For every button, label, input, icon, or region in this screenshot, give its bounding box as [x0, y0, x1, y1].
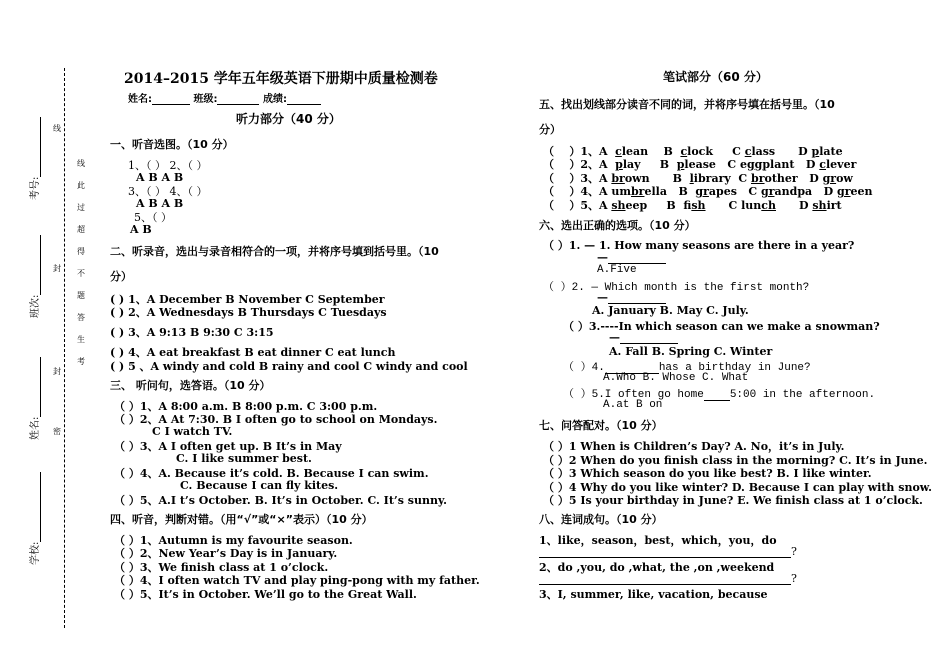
s3-item: （ ）2、A At 7:30. B I often go to school on Mondays. [114, 413, 438, 426]
s7-item: （ ）3 Which season do you like best? B. I like winter. [543, 467, 872, 480]
s2-item: ( ) 1、A December B November C September [110, 293, 385, 306]
binding-warning-char: 不 [77, 269, 85, 278]
school-label: 学校: [26, 472, 41, 565]
item-text: irt [826, 199, 842, 212]
s3-item: （ ）4、A. Because it’s cold. B. Because I can swim. [114, 467, 429, 480]
name-label: 姓名: [26, 357, 41, 440]
item-text: ella B [644, 185, 696, 198]
s6-question-4: （ ）4. has a birthday in June? [563, 362, 811, 374]
section6-title: 六、选出正确的选项。（10 分） [539, 219, 696, 232]
binding-dashed-line [64, 68, 65, 628]
underlined-letters: p [615, 158, 623, 171]
s2-item: ( ) 2、A Wednesdays B Thursdays C Tuesdays [110, 306, 387, 319]
s7-item: （ ）2 When do you finish class in the morning? C. It’s in June. [543, 454, 928, 467]
binding-warning-char: 过 [77, 203, 85, 212]
s1-line: A B [130, 223, 152, 236]
binding-warning-char: 得 [77, 247, 85, 256]
binding-warning-char: 考 [77, 357, 85, 366]
binding-warning-text [76, 158, 86, 378]
item-text: andpa D [774, 185, 838, 198]
s4-item: （ ）2、New Year’s Day is in January. [114, 547, 338, 560]
s8-answer-line-2: ? [539, 572, 797, 585]
section4-title: 四、听音，判断对错。（用“√”或“×”表示）（10 分） [110, 513, 373, 526]
item-text: plant D [762, 158, 820, 171]
item-text: lay B [622, 158, 677, 171]
s6-question-2: （ ）2. — Which month is the first month? [543, 282, 810, 294]
item-text: （ ）2、A [543, 158, 616, 171]
item-text: （ ）5、A [543, 199, 612, 212]
s6-question-3: （ ）3.----In which season can we make a snowman? [563, 320, 880, 333]
s7-item: （ ）1 When is Children’s Day? A. No，it’s in July. [543, 440, 845, 453]
section5-title: 五、找出划线部分读音不同的词，并将序号填在括号里。（10 [539, 98, 835, 111]
item-text: lever [826, 158, 857, 171]
section7-title: 七、问答配对。（10 分） [539, 419, 663, 432]
s4-item: （ ）1、Autumn is my favourite season. [114, 534, 353, 547]
underlined-letters: c [819, 158, 826, 171]
s1-line: 1、（ ） 2、（ ） [128, 159, 208, 172]
s6-options-1: A.Five [597, 264, 637, 276]
binding-label-seal: 封 [53, 367, 61, 376]
s2-item: ( ) 3、A 9:13 B 9:30 C 3:15 [110, 326, 274, 339]
s6-options-4: A.Who B. Whose C. What [603, 372, 749, 384]
underlined-letters: p [811, 145, 820, 158]
s4-item: （ ）5、It’s in October. We’ll go to the Great Wall. [114, 588, 417, 601]
section5-title-cont: 分） [539, 123, 561, 136]
binding-warning-char: 超 [77, 225, 85, 234]
section2-title: 二、听录音，选出与录音相符合的一项，并将序号填到括号里。（10 [110, 245, 439, 258]
binding-label-seal-2: 封 [53, 264, 61, 273]
s3-item: （ ）5、A.I t’s October. B. It’s in October. C. It’s sunny. [114, 494, 447, 507]
binding-warning-char: 线 [77, 159, 85, 168]
item-text: own B [624, 172, 690, 185]
s8-question-3: 3、I, summer, like, vacation, because [539, 588, 768, 601]
s2-item: ( ) 5 、A windy and cold B rainy and cool C windy and cool [110, 360, 468, 373]
underlined-letters: c [744, 145, 752, 158]
item-text: （ ）4、A um [543, 185, 631, 198]
item-text: C lun [705, 199, 762, 212]
item-text: ow [836, 172, 853, 185]
s1-line: 3、（ ） 4、（ ） [128, 185, 208, 198]
underlined-letters: c [615, 145, 622, 158]
s7-item: （ ）4 Why do you like winter? D. Because I can play with snow. [543, 481, 932, 494]
section1-title: 一、听音选图。（10 分） [110, 138, 234, 151]
section3-title: 三、 听问句，选答语。（10 分） [110, 379, 271, 392]
s4-item: （ ）3、We finish class at 1 o’clock. [114, 561, 329, 574]
s3-item: C. Because I can fly kites. [180, 479, 339, 492]
s1-line: 5、（ ） [134, 211, 172, 224]
s6-question-5: （ ）5.I often go home 5:00 in the afternoon. [563, 389, 876, 401]
s5-item [543, 197, 842, 213]
student-info-row: 姓名: 班级: 成绩: [128, 90, 321, 105]
binding-label-line: 线 [53, 124, 61, 133]
s6-answer-blank-1: — [597, 251, 666, 264]
item-text: lease C e [684, 158, 747, 171]
s8-question-2: 2、do ,you, do ,what, the ,on ,weekend [539, 561, 775, 574]
underlined-letters: gr [695, 185, 709, 198]
s1-line: A B A B [136, 197, 184, 210]
item-text: lock C [687, 145, 745, 158]
section8-title: 八、连词成句。（10 分） [539, 513, 663, 526]
underlined-letters: br [630, 185, 645, 198]
underlined-letters: sh [611, 199, 626, 212]
s3-item: （ ）1、A 8:00 a.m. B 8:00 p.m. C 3:00 p.m. [114, 400, 378, 413]
underlined-letters: gr [837, 185, 851, 198]
underlined-letters: sh [691, 199, 706, 212]
exam-title: 2014–2015 学年五年级英语下册期中质量检测卷 [124, 71, 438, 87]
binding-warning-char: 题 [77, 291, 85, 300]
item-text: D [776, 199, 813, 212]
item-text: other D [764, 172, 823, 185]
writing-title: 笔试部分（60 分） [663, 70, 768, 84]
underlined-letters: sh [812, 199, 827, 212]
s4-item: （ ）4、I often watch TV and play ping-pong with my father. [114, 574, 480, 587]
s2-item: ( ) 4、A eat breakfast B eat dinner C eat lunch [110, 346, 396, 359]
exam-number-label: 考号: [26, 117, 41, 200]
item-text: ibrary C [693, 172, 752, 185]
binding-warning-char: 答 [77, 313, 85, 322]
underlined-letters: gr [761, 185, 775, 198]
underlined-letters: br [751, 172, 765, 185]
section2-title-cont: 分） [110, 270, 132, 283]
s3-item: （ ）3、A I often get up. B It’s in May [114, 440, 342, 453]
underlined-letters: gr [822, 172, 837, 185]
underlined-letters: l [689, 172, 694, 185]
s1-line: A B A B [136, 171, 184, 184]
s6-answer-blank-3: — [609, 331, 678, 344]
underlined-letters: c [680, 145, 688, 158]
underlined-letters: gg [746, 158, 763, 171]
underlined-letters: br [611, 172, 625, 185]
binding-label-tight: 密 [53, 427, 61, 436]
item-text: een [850, 185, 873, 198]
s6-answer-blank-2: — [597, 291, 666, 304]
s6-options-2: A. January B. May C. July. [592, 304, 749, 317]
s3-item: C I watch TV. [152, 425, 233, 438]
s6-question-1: （ ）1. — 1. How many seasons are there in a year? [543, 239, 855, 252]
item-text: lean B [621, 145, 681, 158]
s6-options-5: A.at B on [603, 399, 663, 411]
item-text: （ ）3、A [543, 172, 612, 185]
underlined-letters: p [676, 158, 685, 171]
binding-warning-char: 生 [77, 335, 85, 344]
class-label: 班次: [26, 235, 41, 318]
binding-warning-char: 此 [77, 181, 85, 190]
s7-item: （ ）5 Is your birthday in June? E. We finish class at 1 o’clock. [543, 494, 923, 507]
s6-options-3: A. Fall B. Spring C. Winter [609, 345, 773, 358]
item-text: lass D [751, 145, 812, 158]
item-text: late [819, 145, 843, 158]
listening-title: 听力部分（40 分） [236, 112, 341, 126]
s3-item: C. I like summer best. [176, 452, 312, 465]
s8-answer-line-1: ? [539, 545, 797, 558]
item-text: apes C [708, 185, 762, 198]
s8-question-1: 1、like，season，best，which，you，do [539, 534, 777, 547]
underlined-letters: ch [761, 199, 776, 212]
item-text: eep B fi [625, 199, 692, 212]
item-text: （ ）1、A [543, 145, 616, 158]
